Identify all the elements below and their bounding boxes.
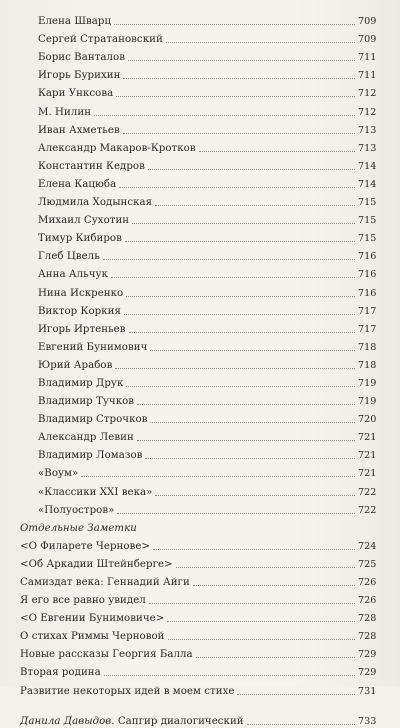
toc-entry-page: 718 [358,341,377,353]
dot-leader [115,368,355,369]
table-of-contents [20,10,376,728]
toc-entry-page: 721 [358,432,377,444]
toc-entry-title: «Воум» [38,468,79,480]
dot-leader [126,386,355,387]
toc-entry-title: Самиздат века: Геннадий Айги [20,577,190,588]
toc-entry [20,100,376,118]
toc-entry-page: 711 [358,52,377,64]
toc-entry [20,10,376,28]
dot-leader [132,223,355,224]
toc-entry-title: Константин Кедров [38,160,145,172]
toc-entry [20,281,376,299]
toc-entry [20,589,376,607]
toc-entry-title: «Полуостров» [38,504,115,516]
dot-leader [123,78,355,79]
toc-entry [20,336,376,354]
toc-entry-page: 715 [358,233,377,245]
dot-leader [126,296,355,297]
toc-entry-page: 718 [358,359,377,371]
toc-entry-page: 717 [358,323,377,335]
toc-entry-title: Михаил Сухотин [38,215,130,227]
toc-entry-page: 711 [358,70,377,82]
toc-entry-page: 721 [358,468,377,480]
toc-entry-title: М. Нилин [38,106,92,118]
dot-leader [149,603,355,604]
dot-leader [196,657,355,658]
toc-entry-page: 721 [358,450,377,462]
toc-entry [20,625,376,643]
toc-entry-title: Владимир Друк [38,377,124,389]
dot-leader [237,694,355,695]
dot-leader [150,350,355,351]
toc-entry [20,64,376,82]
toc-entry [20,426,376,444]
toc-entry [20,553,376,571]
toc-entry-title: Елена Кацюба [38,178,117,190]
toc-entry [20,119,376,137]
toc-entry-title: Глеб Цвель [38,251,100,263]
dot-leader [104,675,355,676]
toc-entry [20,354,376,372]
entries-list [20,10,376,517]
toc-entry [20,499,376,517]
toc-entry-title: Я его все равно увидел [20,595,146,607]
toc-entry-title: <О Филарете Чернове> [20,540,151,552]
toc-entry-page: 725 [358,558,377,570]
dot-leader [168,639,355,640]
toc-entry-title: Игорь Иртеньев [38,323,126,335]
dot-leader [116,96,355,97]
toc-entry-title: <О Евгении Бунимовиче> [20,613,165,625]
toc-entry-page: 722 [358,486,377,498]
toc-entry-title: Юрий Арабов [38,359,113,371]
section-heading: Отдельные Заметки [20,522,137,534]
toc-entry-title: Новые рассказы Георгия Балла [20,649,193,661]
toc-entry [20,480,376,498]
toc-entry-page: 720 [358,414,377,426]
toc-entry-title: «Классики XXI века» [38,486,153,498]
toc-entry [20,444,376,462]
toc-entry-title: Владимир Строчков [38,414,148,426]
dot-leader [199,151,355,152]
dot-leader [124,314,355,315]
toc-entry [20,245,376,263]
toc-entry [20,535,376,553]
toc-entry-page: 713 [358,124,377,136]
dot-leader [247,724,355,725]
toc-entry-title: Людмила Ходынская [38,197,153,209]
dot-leader [103,259,355,260]
toc-entry-page: 722 [358,504,377,516]
toc-entry [20,661,376,679]
final-entry-author: Данила Давыдов. [20,715,115,727]
dot-leader [111,277,355,278]
toc-entry-page: 719 [358,396,377,408]
dot-leader [128,60,355,61]
toc-entry [20,173,376,191]
toc-entry [20,607,376,625]
toc-entry-page: 717 [358,305,377,317]
toc-entry [20,300,376,318]
toc-entry-page: 712 [358,88,377,100]
toc-entry-title: Нина Искренко [38,287,124,299]
toc-entry-page: 724 [358,540,377,552]
toc-entry [20,679,376,697]
toc-entry-title: Александр Левин [38,432,134,444]
toc-entry-title: Тимур Кибиров [38,233,122,245]
dot-leader [176,567,355,568]
toc-entry [20,28,376,46]
toc-entry-page: 716 [358,269,377,281]
toc-entry-page: 726 [358,577,377,588]
toc-entry-page: 709 [358,34,377,46]
dot-leader [148,169,355,170]
dot-leader [123,133,355,134]
toc-entry-title: Анна Альчук [38,269,108,281]
toc-entry-title: Борис Ванталов [38,52,125,64]
toc-entry-page: 712 [358,106,377,118]
dot-leader [153,549,355,550]
dot-leader [81,476,355,477]
dot-leader [193,585,355,586]
dot-leader [114,24,355,25]
toc-entry [20,155,376,173]
toc-entry-title: Игорь Бурихин [38,70,121,82]
dot-leader [119,187,355,188]
toc-entry-title: Сергей Стратановский [38,34,163,46]
toc-entry-page: 716 [358,287,377,299]
toc-entry-title: Евгений Бунимович [38,341,148,353]
toc-entry-title: Вторая родина [20,667,101,679]
toc-entry [20,137,376,155]
dot-leader [145,458,355,459]
dot-leader [137,404,355,405]
dot-leader [167,621,355,622]
toc-entry-page: 713 [358,142,377,154]
toc-entry [20,82,376,100]
toc-entry-page: 714 [358,178,377,190]
toc-entry-page: 728 [358,631,377,643]
toc-entry [20,227,376,245]
toc-entry [20,643,376,661]
toc-entry-title: Александр Макаров-Кротков [38,142,196,154]
toc-entry-page: 709 [358,16,377,28]
toc-entry-page: 715 [358,215,377,227]
toc-entry-page: 728 [358,613,377,625]
toc-entry [20,191,376,209]
section-heading-row [20,517,376,535]
dot-leader [129,332,355,333]
toc-entry-title: О стихах Риммы Черновой [20,631,165,643]
toc-entry [20,372,376,390]
toc-entry [20,462,376,480]
toc-entry-page: 729 [358,649,377,661]
toc-entry [20,318,376,336]
dot-leader [166,42,355,43]
toc-entry-page: 715 [358,197,377,209]
toc-entry-title: Владимир Тучков [38,396,135,408]
toc-entry [20,46,376,64]
toc-entry-page: 731 [358,685,377,697]
toc-entry-page: 719 [358,377,377,389]
dot-leader [155,495,355,496]
toc-entry-title: Иван Ахметьев [38,124,120,136]
section-entries-list [20,535,376,698]
toc-entry [20,390,376,408]
dot-leader [125,241,355,242]
final-entry-page: 733 [358,715,377,727]
dot-leader [155,205,355,206]
toc-entry-page: 714 [358,160,377,172]
toc-entry [20,263,376,281]
toc-entry [20,209,376,227]
toc-entry-page: 726 [358,595,377,607]
dot-leader [150,422,355,423]
dot-leader [94,115,355,116]
toc-entry [20,571,376,589]
toc-entry-title: Елена Шварц [38,16,112,28]
toc-entry-title: Виктор Коркия [38,305,121,317]
dot-leader [137,440,355,441]
toc-entry-title: Развитие некоторых идей в моем стихе [20,685,235,697]
toc-entry-page: 716 [358,251,377,263]
toc-entry [20,408,376,426]
toc-entry-title: Владимир Ломазов [38,450,143,462]
dot-leader [117,513,355,514]
final-entry-title: Сапгир диалогический [114,715,244,727]
toc-entry-page: 729 [358,667,377,679]
toc-entry-title: Кари Унксова [38,88,114,100]
toc-entry-title: <Об Аркадии Штейнберге> [20,558,173,570]
final-entry [20,710,376,728]
